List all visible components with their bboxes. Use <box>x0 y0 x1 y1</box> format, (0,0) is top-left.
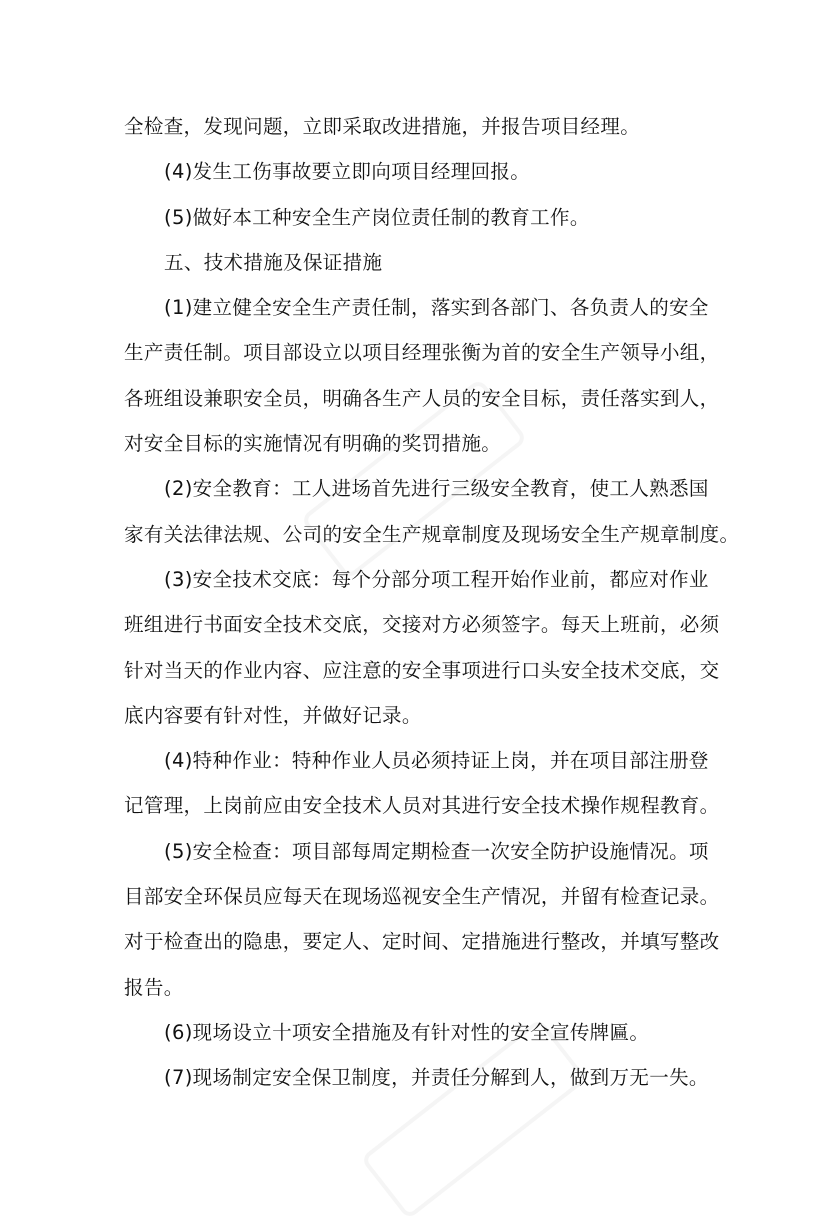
text-line: (2)安全教育：工人进场首先进行三级安全教育，使工人熟悉国 <box>164 477 709 501</box>
text-line: 全检查，发现问题，立即采取改进措施，并报告项目经理。 <box>124 115 641 138</box>
text-line: 班组进行书面安全技术交底，交接对方必须签字。每天上班前，必须 <box>124 613 720 637</box>
document-body <box>124 104 740 1101</box>
section-heading: 五、技术措施及保证措施 <box>164 250 383 274</box>
text-line: 家有关法律法规、公司的安全生产规章制度及现场安全生产规章制度。 <box>124 522 740 546</box>
text-line: (5)安全检查：项目部每周定期检查一次安全防护设施情况。项 <box>164 839 709 863</box>
text-line: (4)特种作业：特种作业人员必须持证上岗，并在项目部注册登 <box>164 749 709 773</box>
text-line: 生产责任制。项目部设立以项目经理张衡为首的安全生产领导小组， <box>124 341 720 365</box>
text-line: (7)现场制定安全保卫制度，并责任分解到人，做到万无一失。 <box>164 1066 709 1090</box>
text-line: (3)安全技术交底：每个分部分项工程开始作业前，都应对作业 <box>164 567 709 591</box>
text-line: (6)现场设立十项安全措施及有针对性的安全宣传牌匾。 <box>164 1020 650 1044</box>
text-line: 针对当天的作业内容、应注意的安全事项进行口头安全技术交底，交 <box>124 658 720 682</box>
text-line: 对于检查出的隐患，要定人、定时间、定措施进行整改，并填写整改 <box>124 930 720 954</box>
text-line: 报告。 <box>124 975 184 999</box>
text-line: 对安全目标的实施情况有明确的奖罚措施。 <box>124 432 502 456</box>
text-line: 底内容要有针对性，并做好记录。 <box>124 703 422 727</box>
text-line: (1)建立健全安全生产责任制，落实到各部门、各负责人的安全 <box>164 296 709 320</box>
text-line: 记管理，上岗前应由安全技术人员对其进行安全技术操作规程教育。 <box>124 794 720 818</box>
text-line: 各班组设兼职安全员，明确各生产人员的安全目标，责任落实到人， <box>124 386 720 410</box>
text-line: 目部安全环保员应每天在现场巡视安全生产情况，并留有检查记录。 <box>124 885 720 909</box>
text-line: (5)做好本工种安全生产岗位责任制的教育工作。 <box>164 205 590 229</box>
text-line: (4)发生工伤事故要立即向项目经理回报。 <box>164 160 531 184</box>
